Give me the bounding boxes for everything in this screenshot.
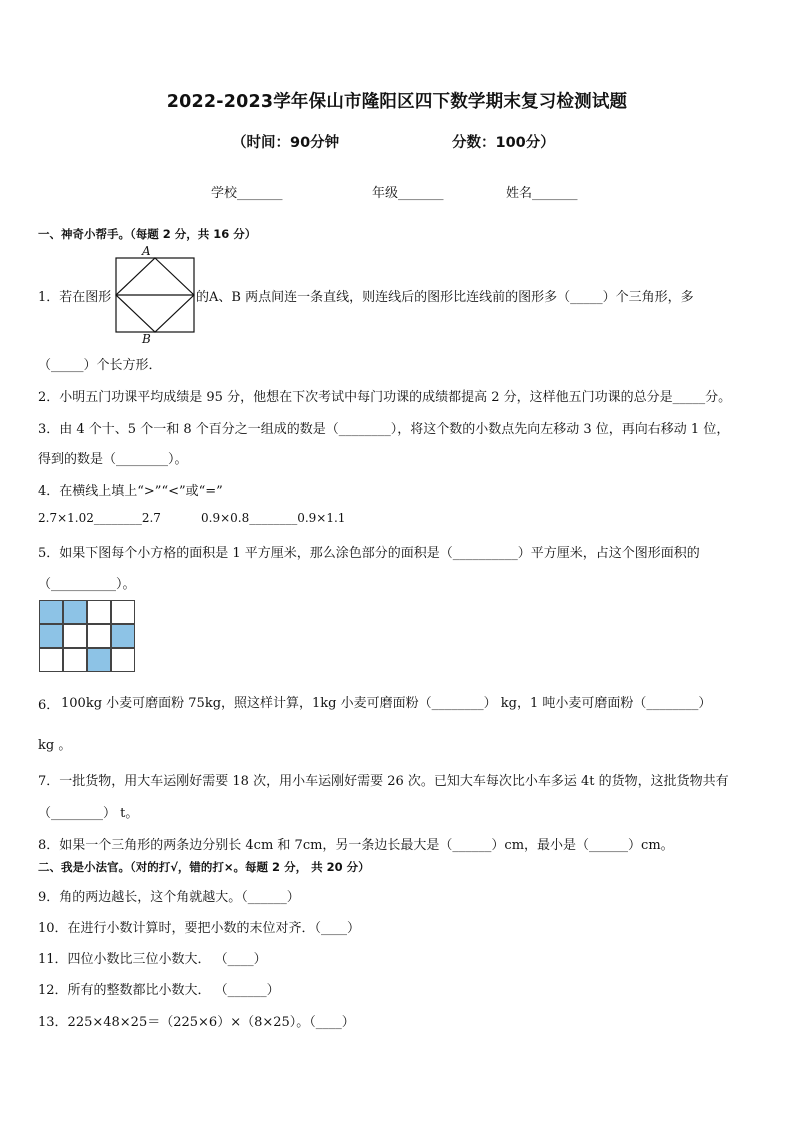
figure-label-b: B [142, 332, 151, 344]
question-1-text: 的A、B 两点间连一条直线，则连线后的图形比连线前的图形多（_____）个三角形，多 [196, 290, 694, 305]
section-1-heading: 一、神奇小帮手。（每题 2 分，共 16 分） [38, 227, 257, 241]
question-12: 12．所有的整数都比小数大． （______） [38, 983, 280, 998]
name-field[interactable]: 姓名_______ [506, 186, 578, 201]
question-2: 2．小明五门功课平均成绩是 95 分，他想在下次考试中每门功课的成绩都提高 2 分，这样他五门功课的总分是_____分。 [38, 390, 732, 405]
question-11: 11．四位小数比三位小数大． （____） [38, 952, 267, 967]
question-4: 4．在横线上填上“>”“<”或“=” [38, 484, 223, 499]
question-6-continued: kg 。 [38, 738, 72, 753]
question-1-continued: （_____）个长方形． [38, 358, 162, 373]
grid-cell-empty [112, 601, 135, 624]
question-7: 7．一批货物，用大车运刚好需要 18 次，用小车运刚好需要 26 次。已知大车每次比小车多运 4t 的货物，这批货物共有 [38, 774, 729, 789]
question-8: 8．如果一个三角形的两条边分别长 4cm 和 7cm，另一条边长最大是（______）cm，最小是（______）cm。 [38, 838, 674, 853]
figure-rectangle-rhombus [113, 244, 197, 344]
figure-label-a: A [142, 244, 151, 258]
grid-cell-empty [88, 601, 111, 624]
question-1-prefix: 1．若在图形 [38, 290, 112, 305]
question-3: 3．由 4 个十、5 个一和 8 个百分之一组成的数是（________），将这个数的小数点先向左移动 3 位，再向右移动 1 位， [38, 422, 730, 437]
question-5-continued: （__________）。 [38, 577, 136, 592]
grid-cell-shaded [88, 649, 111, 672]
grid-cell-empty [112, 649, 135, 672]
grid-cell-shaded [40, 601, 63, 624]
grid-cell-empty [64, 625, 87, 648]
grid-cell-shaded [112, 625, 135, 648]
total-score: 分数：100分） [452, 135, 555, 151]
grade-field[interactable]: 年级_______ [372, 186, 444, 201]
question-3-continued: 得到的数是（________）。 [38, 452, 188, 467]
shaded-grid-figure [39, 600, 135, 672]
question-5: 5．如果下图每个小方格的面积是 1 平方厘米，那么涂色部分的面积是（__________）平方厘米，占这个图形面积的 [38, 546, 700, 561]
question-13: 13．225×48×25＝（225×6）×（8×25）。（____） [38, 1015, 355, 1030]
question-10: 10．在进行小数计算时，要把小数的末位对齐．（____） [38, 921, 361, 936]
grid-cell-shaded [40, 625, 63, 648]
question-4-part-b: 0.9×0.8________0.9×1.1 [201, 511, 346, 525]
grid-cell-shaded [64, 601, 87, 624]
grid-cell-empty [40, 649, 63, 672]
grid-cell-empty [64, 649, 87, 672]
question-7-continued: （________） t。 [38, 806, 139, 821]
page-title: 2022-2023学年保山市隆阳区四下数学期末复习检测试题 [166, 92, 628, 112]
question-6-number: 6． [38, 698, 60, 713]
question-4-part-a: 2.7×1.02________2.7 [38, 511, 161, 525]
time-limit: （时间：90分钟 [232, 135, 340, 151]
section-2-heading: 二、我是小法官。（对的打√，错的打×。每题 2 分， 共 20 分） [38, 860, 370, 874]
grid-cell-empty [88, 625, 111, 648]
question-9: 9．角的两边越长，这个角就越大。（______） [38, 890, 300, 905]
school-field[interactable]: 学校_______ [211, 186, 283, 201]
question-6: 100kg 小麦可磨面粉 75kg，照这样计算，1kg 小麦可磨面粉（________） kg，1 吨小麦可磨面粉（________） [61, 696, 712, 711]
